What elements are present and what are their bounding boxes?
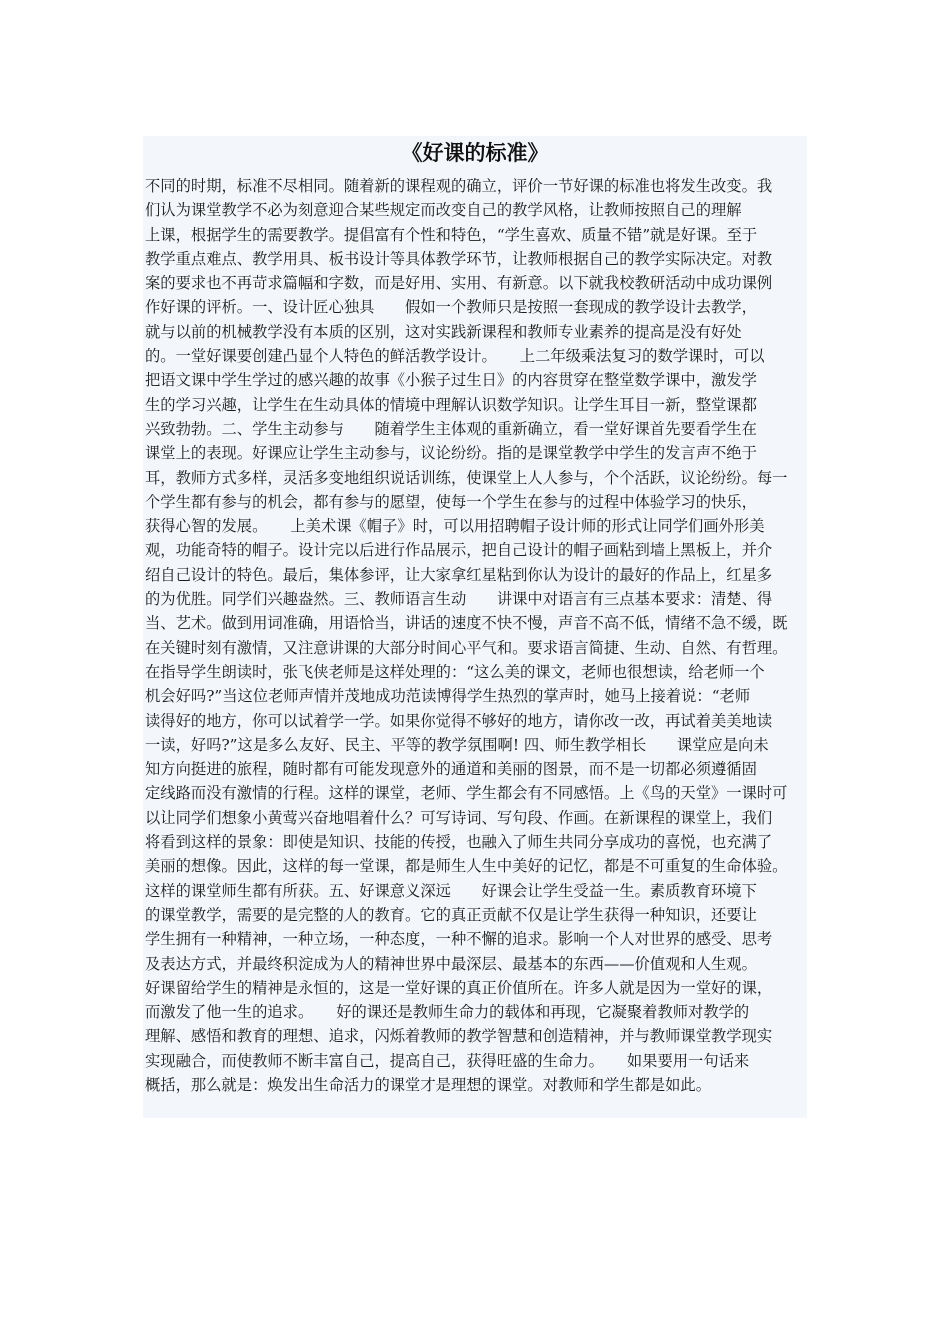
body-text-line: 以让同学们想象小黄莺兴奋地唱着什么？可写诗词、写句段、作画。在新课程的课堂上，我们 bbox=[145, 808, 773, 827]
body-text-line: 就与以前的机械教学没有本质的区别，这对实践新课程和教师专业素养的提高是没有好处 bbox=[145, 322, 742, 341]
body-text-line: 美丽的想像。因此，这样的每一堂课，都是师生人生中美好的记忆，都是不可重复的生命体验。 bbox=[145, 857, 788, 876]
body-text-line: 的为优胜。同学们兴趣盎然。三、教师语言生动 讲课中对语言有三点基本要求：清楚、得 bbox=[145, 590, 773, 609]
body-text-line: 将看到这样的景象：即使是知识、技能的传授，也融入了师生共同分享成功的喜悦，也充满了 bbox=[145, 833, 773, 852]
body-text-line: 课堂上的表现。好课应让学生主动参与，议论纷纷。指的是课堂教学中学生的发言声不绝于 bbox=[145, 444, 757, 463]
body-text-line: 们认为课堂教学不必为刻意迎合某些规定而改变自己的教学风格，让教师按照自己的理解 bbox=[145, 201, 742, 220]
body-text-line: 理解、感悟和教育的理想、追求，闪烁着教师的教学智慧和创造精神，并与教师课堂教学现实 bbox=[145, 1027, 773, 1046]
body-text-line: 一读，好吗?”这是多么友好、民主、平等的教学氛围啊! 四、师生教学相长 课堂应是向未 bbox=[145, 735, 769, 754]
body-text-line: 的。一堂好课要创建凸显个人特色的鲜活教学设计。 上二年级乘法复习的数学课时，可以 bbox=[145, 347, 765, 366]
body-text-line: 这样的课堂师生都有所获。五、好课意义深远 好课会让学生受益一生。素质教育环境下 bbox=[145, 881, 757, 900]
body-text-line: 的课堂教学，需要的是完整的人的教育。它的真正贡献不仅是让学生获得一种知识，还要让 bbox=[145, 905, 757, 924]
body-text-line: 绍自己设计的特色。最后，集体参评，让大家拿红星粘到你认为设计的最好的作品上，红星多 bbox=[145, 565, 773, 584]
body-text-line: 在指导学生朗读时，张飞侠老师是这样处理的：“这么美的课文，老师也很想读，给老师一个 bbox=[145, 662, 765, 681]
body-text-line: 读得好的地方，你可以试着学一学。如果你觉得不够好的地方，请你改一改，再试着美美地读 bbox=[145, 711, 773, 730]
body-text-line: 知方向挺进的旅程，随时都有可能发现意外的通道和美丽的图景，而不是一切都必须遵循固 bbox=[145, 760, 757, 779]
body-text-line: 生的学习兴趣，让学生在生动具体的情境中理解认识数学知识。让学生耳目一新，整堂课都 bbox=[145, 395, 757, 414]
body-text-line: 定线路而没有激情的行程。这样的课堂，老师、学生都会有不同感悟。上《鸟的天堂》一课时可 bbox=[145, 784, 788, 803]
body-text-line: 好课留给学生的精神是永恒的，这是一堂好课的真正价值所在。许多人就是因为一堂好的课， bbox=[145, 978, 773, 997]
document-title: 《好课的标准》 bbox=[401, 140, 549, 165]
body-text-line: 不同的时期，标准不尽相同。随着新的课程观的确立，评价一节好课的标准也将发生改变。我 bbox=[145, 177, 773, 195]
body-text-line: 及表达方式，并最终积淀成为人的精神世界中最深层、最基本的东西——价值观和人生观。 bbox=[145, 954, 757, 973]
document-text-block bbox=[143, 136, 807, 1118]
body-text-line: 上课，根据学生的需要教学。提倡富有个性和特色，“学生喜欢、质量不错”就是好课。至于 bbox=[145, 225, 758, 244]
body-text-line: 获得心智的发展。 上美术课《帽子》时，可以用招聘帽子设计师的形式让同学们画外形美 bbox=[145, 517, 765, 536]
body-text-line: 耳，教师方式多样，灵活多变地组织说话训练，使课堂上人人参与，个个活跃，议论纷纷。每一 bbox=[145, 468, 788, 487]
body-text-line: 机会好吗?”当这位老师声情并茂地成功范读博得学生热烈的掌声时，她马上接着说：“老师 bbox=[145, 687, 751, 706]
body-text-line: 当、艺术。做到用词准确，用语恰当，讲话的速度不快不慢，声音不高不低，情绪不急不缓，既 bbox=[145, 614, 788, 633]
body-text-line: 把语文课中学生学过的感兴趣的故事《小猴子过生日》的内容贯穿在整堂数学课中，激发学 bbox=[145, 371, 757, 390]
body-text-line: 在关键时刻有激情，又注意讲课的大部分时间心平气和。要求语言简捷、生动、自然、有哲理。 bbox=[145, 638, 788, 657]
body-text-line: 案的要求也不再苛求篇幅和字数，而是好用、实用、有新意。以下就我校教研活动中成功课例 bbox=[145, 274, 773, 293]
document-body bbox=[145, 174, 809, 1097]
body-text-line: 个学生都有参与的机会，都有参与的愿望，使每一个学生在参与的过程中体验学习的快乐， bbox=[145, 492, 757, 511]
body-text-line: 作好课的评析。一、设计匠心独具 假如一个教师只是按照一套现成的教学设计去教学， bbox=[145, 298, 757, 317]
body-text-line: 兴致勃勃。二、学生主动参与 随着学生主体观的重新确立，看一堂好课首先要看学生在 bbox=[145, 419, 757, 438]
body-text-line: 学生拥有一种精神，一种立场，一种态度，一种不懈的追求。影响一个人对世界的感受、思考 bbox=[145, 930, 773, 949]
body-text-line: 教学重点难点、教学用具、板书设计等具体教学环节，让教师根据自己的教学实际决定。对教 bbox=[145, 249, 773, 268]
body-text-line: 概括，那么就是：焕发出生命活力的课堂才是理想的课堂。对教师和学生都是如此。 bbox=[145, 1075, 711, 1094]
body-text-line: 而激发了他一生的追求。 好的课还是教师生命力的载体和再现，它凝聚着教师对教学的 bbox=[145, 1003, 750, 1022]
body-text-line: 观，功能奇特的帽子。设计完以后进行作品展示，把自己设计的帽子画粘到墙上黑板上，并介 bbox=[145, 541, 773, 560]
body-text-line: 实现融合，而使教师不断丰富自己，提高自己，获得旺盛的生命力。 如果要用一句话来 bbox=[145, 1051, 750, 1070]
